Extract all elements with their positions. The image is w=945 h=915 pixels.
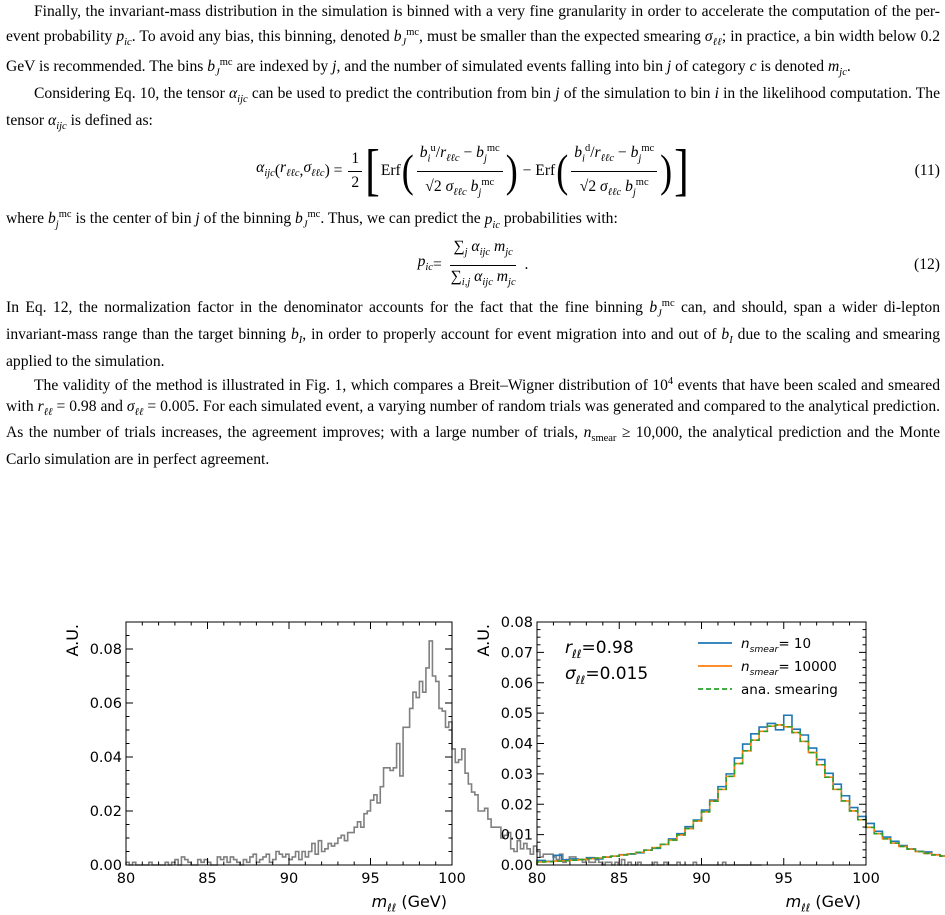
left-ytick-label: 0.00: [89, 858, 122, 874]
paragraph-3: where $b_j^{mc}$ is the center of bin j of the binning $b_J^{mc}$. Thus, we can predict the $p_{ic}$ probabilities with:: [6, 209, 618, 231]
right-xlabel: $m_{\ell\ell}$ (GeV): [785, 892, 861, 915]
paragraph-4: In Eq. 12, the normalization factor in the denominator accounts for the fact that the fine binning $b_J^{mc}$ can, and should, span a wider di-lepton invariant-mass range than the target binning $b_I$, in order to properly account for event migration into and out of $b_I$ due to the scaling and smearing applied to the simulation.: [6, 298, 941, 370]
left-plot: [63, 622, 762, 914]
paragraph-5: The validity of the method is illustrated in Fig. 1, which compares a Breit–Wigner distribution of $10^4$ events that have been scaled and smeared with $r_{\ell\ell} = 0.98$ and $\sigma_{\ell\ell} = 0.005$. For each simulated event, a varying number of random trials was generated and compared to the analytical prediction. As the number of trials increases, the agreement improves; with a large number of trials, $n_{smear} \ge 10,000$, the analytical prediction and the Monte Carlo simulation are in perfect agreement.: [6, 376, 941, 468]
right-ytick-label: 0.05: [500, 706, 533, 723]
right-ylabel: A.U.: [474, 624, 493, 657]
right-ytick-label: 0.06: [500, 675, 533, 692]
right-ytick-label: 0.08: [500, 615, 533, 631]
left-ytick-label: 0.06: [89, 696, 122, 712]
left-xtick-label: 95: [361, 871, 380, 887]
right-xtick-label: 85: [610, 871, 629, 887]
left-xtick-label: 90: [279, 871, 299, 887]
equation-11: $\alpha_{ijc}$ ( $r_{\ell\ell c}$ , $\sigma_{\ell\ell c}$ ) = $\frac{1}{2}$ [ Erf ( $\frac{b_i^u/r_{\ell\ell c} - b_j^{mc}}{√2 \sigma_{\ell\ell c} b_j^{mc}}$ ) − Erf ( $\frac{b_i^d/r_{\ell\ell c} - b_j^{mc}}{√2 \sigma_{\ell\ell c} b_j^{mc}}$ ) ] (11): [256, 138, 940, 203]
legend-label-1: $n_{smear}= 10000$: [741, 659, 837, 678]
left-ytick-label: 0.08: [89, 642, 122, 658]
right-xtick-label: 100: [852, 871, 880, 887]
left-xtick-label: 100: [438, 871, 466, 887]
left-xtick-label: 80: [116, 871, 136, 887]
legend-label-0: $n_{smear}= 10$: [741, 636, 812, 655]
right-xtick-label: 80: [527, 871, 547, 887]
right-ytick-label: 0.01: [500, 827, 533, 844]
left-ytick-label: 0.04: [89, 750, 122, 766]
right-ytick-label: 0.02: [500, 797, 533, 814]
right-series-2: [537, 725, 945, 865]
equation-11-number: (11): [914, 162, 940, 180]
left-ytick-label: 0.02: [89, 804, 122, 820]
right-ytick-label: 0.03: [500, 766, 533, 783]
right-xtick-label: 95: [774, 871, 793, 887]
right-plot: [474, 615, 945, 914]
paragraph-2: Considering Eq. 10, the tensor $\alpha_{ijc}$ can be used to predict the contribution from bin j of the simulation to bin i in the likelihood computation. The tensor $\alpha_{ijc}$ is defined as:: [6, 85, 940, 132]
right-ytick-label: 0.04: [500, 736, 533, 753]
right-series-0: [537, 715, 945, 865]
left-ylabel: A.U.: [63, 624, 82, 657]
right-annotation-0: $r_{\ell\ell}=0.98$: [565, 638, 634, 661]
equation-12-number: (12): [914, 255, 940, 273]
left-xlabel: $m_{\ell\ell}$ (GeV): [371, 892, 447, 915]
right-ytick-label: 0.00: [500, 858, 533, 874]
left-xtick-label: 85: [198, 871, 217, 887]
right-ytick-label: 0.07: [500, 645, 533, 662]
equation-12: $p_{ic}$ = $\frac{\sum_j \alpha_{ijc} m_{jc}}{\sum_{i,j} \alpha_{ijc} m_{jc}}$ . (12): [417, 238, 940, 288]
legend-label-2: ana. smearing: [741, 682, 838, 698]
paragraph-1: Finally, the invariant-mass distribution in the simulation is binned with a very fine granularity in order to accelerate the computation of the per-event probability $p_{ic}$. To avoid any bias, this binning, denoted $b_J^{mc}$, must be smaller than the expected smearing $\sigma_{\ell\ell}$; in practice, a bin width below 0.2 GeV is recommended. The bins $b_J^{mc}$ are indexed by j, and the number of simulated events falling into bin j of category c is denoted $m_{jc}$.: [6, 3, 941, 79]
right-xtick-label: 90: [692, 871, 711, 887]
right-series-1: [537, 725, 945, 865]
right-annotation-1: $\sigma_{\ell\ell}=0.015$: [565, 664, 649, 687]
left-series-0: [126, 641, 762, 865]
